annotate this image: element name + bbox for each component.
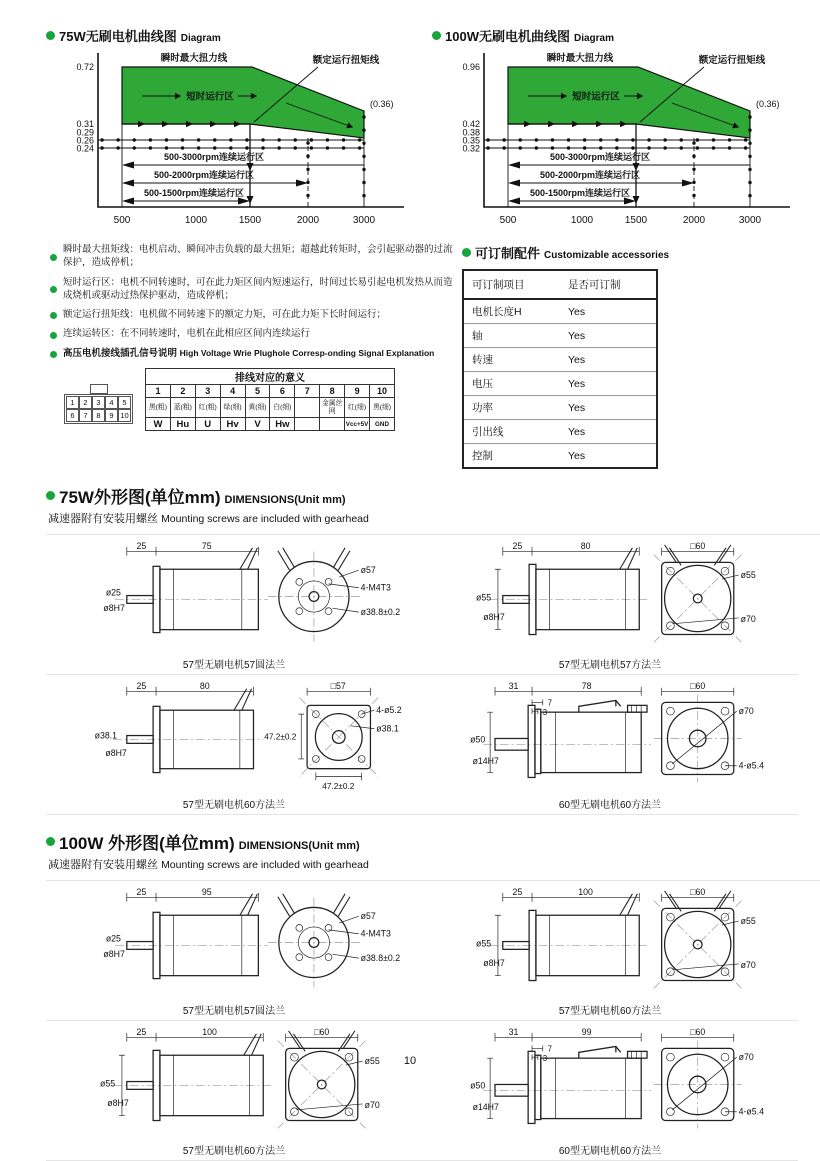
dim-label: ø14H7 (472, 1101, 499, 1112)
wire-signal: Vcc+5V (345, 418, 370, 431)
dimensions-section-75w (0, 483, 820, 815)
zone3-label: 500-1500rpm连续运行区 (143, 188, 245, 198)
y-tick: 0.42 (462, 119, 480, 129)
dims-title-75w (46, 483, 820, 508)
bullet-icon (50, 254, 57, 261)
accessories-title-cn: 可订制配件 (475, 246, 541, 261)
dims-subtitle-cn: 减速器附有安装用螺丝 (48, 859, 158, 871)
dim-label: □60 (690, 540, 706, 551)
dim-label: 80 (199, 680, 210, 691)
dim-label: 7 (547, 1044, 552, 1054)
label-max-torque: 瞬时最大扭力线 (546, 53, 614, 64)
chart-title-cn: 75W无刷电机曲线图 (59, 29, 177, 44)
acc-value: Yes (560, 396, 657, 420)
flange-label: ø70 (740, 613, 756, 624)
note-item (50, 308, 458, 321)
note-item-signal-explanation (50, 347, 458, 360)
zone1-arrow (122, 162, 134, 169)
dim-label: □57 (330, 680, 346, 691)
flange-label: ø38.8±0.2 (360, 953, 401, 964)
x-tick: 1000 (184, 215, 208, 226)
bullet-icon (50, 332, 57, 339)
drawing-100w-round-flange (46, 881, 422, 1021)
x-tick: 2000 (682, 215, 706, 226)
bullet-icon (46, 837, 55, 846)
chart-title-100w (432, 26, 804, 45)
zone1-label: 500-3000rpm连续运行区 (549, 152, 651, 162)
dim-label: 25 (136, 680, 147, 691)
note-item (50, 243, 458, 270)
dim-label: □60 (690, 680, 706, 691)
wire-num: 4 (220, 385, 245, 398)
plug-pin: 5 (118, 396, 131, 409)
flange-label: ø70 (738, 1052, 754, 1063)
dim-label: ø8H7 (103, 603, 125, 614)
dim-label: 25 (136, 1026, 147, 1037)
dim-label: 75 (201, 540, 212, 551)
x-tick: 500 (499, 215, 517, 226)
plug-pin: 10 (118, 409, 131, 422)
zone3-label: 500-1500rpm连续运行区 (529, 188, 631, 198)
dims-title-100w (46, 829, 820, 854)
bullet-icon (462, 248, 471, 257)
dim-label: ø8H7 (107, 1097, 129, 1108)
green-operating-region (508, 67, 750, 138)
acc-item: 控制 (463, 444, 560, 469)
dims-title-en: DIMENSIONS(Unit mm) (238, 840, 360, 852)
table-row (463, 372, 657, 396)
drawings-grid-100w (46, 880, 820, 1161)
wire-signal: GND (370, 418, 395, 431)
wire-signal (320, 418, 345, 431)
wire-color-row (146, 398, 395, 418)
dim-label: 31 (508, 680, 519, 691)
dim-label: 47.2±0.2 (322, 782, 355, 792)
flange-label: 4-M4T3 (360, 928, 391, 939)
y-tick: 0.32 (462, 143, 480, 154)
dims-title-cn: 75W外形图(单位mm) (59, 488, 221, 507)
end-value: (0.36) (756, 99, 780, 109)
flange-label: 4-ø5.4 (738, 760, 764, 771)
dim-label: 47.2±0.2 (264, 732, 297, 742)
plug-pin-grid (64, 394, 133, 424)
wire-signal-table (145, 368, 395, 431)
chart-title-cn: 100W无刷电机曲线图 (445, 29, 570, 44)
bullet-icon (50, 351, 57, 358)
label-rated-torque: 额定运行扭矩线 (698, 55, 766, 66)
dims-subtitle (48, 510, 820, 526)
dim-label: 3 (542, 1054, 548, 1064)
dim-label: □60 (314, 1026, 330, 1037)
acc-value: Yes (560, 420, 657, 444)
dim-label: 100 (578, 886, 593, 897)
chart-title-en: Diagram (180, 33, 221, 44)
wire-num: 1 (146, 385, 171, 398)
end-value: (0.36) (370, 99, 394, 109)
x-tick: 1000 (570, 215, 594, 226)
bullet-icon (46, 491, 55, 500)
dim-label: ø8H7 (103, 949, 125, 960)
y-tick: 0.35 (462, 135, 480, 146)
accessories-title-en: Customizable accessories (544, 250, 670, 261)
dim-label: □60 (690, 1026, 706, 1037)
y-tick: 0.31 (76, 119, 94, 129)
acc-value: Yes (560, 348, 657, 372)
wire-signal-area (50, 368, 458, 431)
plug-pin: 6 (66, 409, 79, 422)
dim-label: 3 (542, 708, 548, 718)
page-number: 10 (403, 1055, 417, 1067)
wire-signal: Hw (270, 418, 295, 431)
zone2-label: 500-2000rpm连续运行区 (539, 170, 641, 180)
wire-table-title: 排线对应的意义 (146, 369, 395, 385)
wire-num: 10 (370, 385, 395, 398)
zone1-arrow (508, 162, 520, 169)
wire-num: 9 (345, 385, 370, 398)
table-row (463, 444, 657, 469)
dim-label: ø8H7 (105, 748, 127, 759)
plug-pin: 3 (92, 396, 105, 409)
acc-item: 轴 (463, 324, 560, 348)
notes-list (50, 243, 458, 360)
dim-label: ø55 (475, 938, 492, 949)
note-text: 额定运行扭矩线：电机做不同转速下的额定力矩，可在此力矩下长时间运行； (63, 309, 387, 321)
dims-title-en: DIMENSIONS(Unit mm) (224, 494, 346, 506)
dimensions-section-100w (0, 829, 820, 1161)
wire-signal-row (146, 418, 395, 431)
wire-color: 白(细) (270, 398, 295, 418)
wire-signal: Hv (220, 418, 245, 431)
technical-drawing (434, 680, 786, 795)
table-row (463, 420, 657, 444)
acc-value: Yes (560, 444, 657, 469)
wire-num: 6 (270, 385, 295, 398)
flange-label: ø55 (364, 1056, 380, 1067)
plug-pin: 1 (66, 396, 79, 409)
dim-label: ø8H7 (483, 611, 505, 622)
dim-label: 25 (512, 540, 523, 551)
dims-subtitle (48, 856, 820, 872)
acc-value: Yes (560, 372, 657, 396)
flange-label: 4-ø5.4 (738, 1106, 764, 1117)
drawing-caption: 60型无刷电机60方法兰 (558, 1146, 662, 1157)
charts-row (0, 0, 820, 233)
bullet-icon (50, 286, 57, 293)
flange-label: 4-ø5.2 (376, 705, 402, 716)
technical-drawing (434, 540, 786, 655)
note-text: 短时运行区：电机不同转速时，可在此力矩区间内短速运行，时间过长易引起电机发热从而造成烧机或驱动过热保护驱动，造成停机； (63, 276, 453, 301)
x-tick: 3000 (738, 215, 762, 226)
dim-label: ø38.1 (94, 730, 118, 741)
green-operating-region (122, 67, 364, 138)
y-tick: 0.26 (76, 135, 94, 146)
x-tick: 1500 (238, 215, 262, 226)
x-tick: 2000 (296, 215, 320, 226)
flange-label: ø70 (738, 706, 754, 717)
y-tick: 0.29 (76, 127, 94, 138)
accessories-table (462, 269, 658, 469)
note-text: 瞬时最大扭矩线：电机启动、瞬间冲击负载的最大扭矩；超越此转矩时，会引起驱动器的过流保护，造成停机； (63, 244, 453, 269)
wire-num: 7 (295, 385, 320, 398)
acc-value: Yes (560, 299, 657, 324)
bullet-icon (46, 31, 55, 40)
x-tick: 500 (113, 215, 131, 226)
dim-label: 7 (547, 698, 552, 708)
note-text: 连续运转区：在不同转速时，电机在此相应区间内连续运行 (63, 328, 311, 340)
flange-label: ø57 (360, 565, 376, 576)
y-tick: 0.96 (462, 62, 480, 72)
plug-pin: 2 (79, 396, 92, 409)
chart-block-100w (432, 26, 804, 233)
zone1-label: 500-3000rpm连续运行区 (163, 152, 265, 162)
dims-subtitle-en: Mounting screws are included with gearhead (161, 859, 369, 871)
y-tick: 0.24 (76, 143, 94, 154)
note-text-en: High Voltage Wrie Plughole Corresp-onding Signal Explanation (179, 347, 435, 358)
notes-column (50, 243, 458, 469)
wire-color: 黑(粗) (146, 398, 171, 418)
dim-label: 99 (581, 1026, 592, 1037)
dims-subtitle-cn: 减速器附有安装用螺丝 (48, 513, 158, 525)
acc-value: Yes (560, 324, 657, 348)
middle-row (0, 243, 820, 469)
dim-label: 95 (201, 886, 212, 897)
table-row (463, 396, 657, 420)
drawing-75w-square57-flange (46, 675, 422, 815)
wire-signal: U (195, 418, 220, 431)
technical-drawing (58, 886, 410, 1001)
drawing-caption: 57型无刷电机60方法兰 (182, 1146, 286, 1157)
technical-drawing (58, 1026, 410, 1141)
dim-label: ø55 (99, 1078, 116, 1089)
wire-color: 金属丝网 (320, 398, 345, 418)
dims-subtitle-en: Mounting screws are included with gearhead (161, 513, 369, 525)
bullet-icon (432, 31, 441, 40)
acc-item: 转速 (463, 348, 560, 372)
drawing-75w-square-flange (422, 535, 798, 675)
torque-curve-chart-100w (432, 47, 800, 233)
connector-plug (64, 384, 133, 424)
flange-label: ø70 (364, 1099, 380, 1110)
y-tick: 0.72 (76, 62, 94, 72)
flange-label: ø55 (740, 916, 756, 927)
dim-label: ø8H7 (483, 957, 505, 968)
accessories-col-header: 是否可订制 (560, 270, 657, 299)
x-tick: 3000 (352, 215, 376, 226)
zone2-label: 500-2000rpm连续运行区 (153, 170, 255, 180)
plug-pin: 7 (79, 409, 92, 422)
acc-item: 电压 (463, 372, 560, 396)
dim-label: ø55 (475, 592, 492, 603)
accessories-title (462, 243, 672, 262)
plug-pin: 8 (92, 409, 105, 422)
wire-color (295, 398, 320, 418)
dim-label: ø50 (470, 734, 486, 745)
dim-label: 100 (202, 1026, 217, 1037)
y-tick: 0.38 (462, 127, 480, 138)
drawing-100w-square-flange-2 (46, 1021, 422, 1161)
dim-label: ø50 (470, 1080, 486, 1091)
acc-item: 电机长度H (463, 299, 560, 324)
dim-label: 31 (508, 1026, 519, 1037)
note-item (50, 276, 458, 303)
wire-color: 红(细) (345, 398, 370, 418)
accessories-col-header: 可订制项目 (463, 270, 560, 299)
drawing-caption: 60型无刷电机60方法兰 (558, 800, 662, 811)
technical-drawing (434, 886, 786, 1001)
label-short-run: 短时运行区 (186, 91, 234, 103)
dim-label: 25 (136, 886, 147, 897)
wire-color: 绿(细) (220, 398, 245, 418)
wire-signal: V (245, 418, 270, 431)
note-text-cn: 高压电机接线插孔信号说明 (63, 347, 178, 359)
wire-signal: W (146, 418, 171, 431)
acc-item: 引出线 (463, 420, 560, 444)
drawing-100w-square-flange (422, 881, 798, 1021)
accessories-header-row (463, 270, 657, 299)
dim-label: ø14H7 (472, 755, 499, 766)
plug-pin: 4 (105, 396, 118, 409)
dim-label: □60 (690, 886, 706, 897)
label-short-run: 短时运行区 (572, 91, 620, 103)
dim-label: 25 (136, 540, 147, 551)
x-tick: 1500 (624, 215, 648, 226)
table-row (463, 299, 657, 324)
drawing-75w-60type (422, 675, 798, 815)
wire-color: 黄(细) (245, 398, 270, 418)
table-row (463, 348, 657, 372)
wire-color: 黑(细) (370, 398, 395, 418)
wire-num: 2 (170, 385, 195, 398)
flange-label: ø70 (740, 959, 756, 970)
flange-label: ø38.1 (376, 723, 399, 734)
dims-title-cn: 100W 外形图(单位mm) (59, 834, 235, 853)
note-text (63, 347, 434, 360)
drawings-grid-75w (46, 534, 820, 815)
torque-curve-chart-75w (46, 47, 414, 233)
label-rated-torque: 额定运行扭矩线 (312, 55, 380, 66)
wire-num: 8 (320, 385, 345, 398)
bullet-icon (50, 312, 57, 319)
dim-label: ø25 (105, 587, 121, 598)
technical-drawing (58, 540, 410, 655)
plug-tab (90, 384, 108, 394)
dim-label: ø25 (105, 933, 121, 944)
drawing-caption: 57型无刷电机57方法兰 (558, 660, 662, 671)
wire-color: 蓝(粗) (170, 398, 195, 418)
drawing-caption: 57型无刷电机60方法兰 (182, 800, 286, 811)
drawing-100w-60type (422, 1021, 798, 1161)
wire-signal: Hu (170, 418, 195, 431)
wire-num: 3 (195, 385, 220, 398)
wire-number-row (146, 385, 395, 398)
dim-label: 80 (580, 540, 591, 551)
flange-label: ø57 (360, 911, 376, 922)
drawing-caption: 57型无刷电机57圆法兰 (182, 660, 286, 671)
note-item (50, 327, 458, 340)
technical-drawing (58, 680, 410, 795)
dim-label: 78 (581, 680, 592, 691)
wire-num: 5 (245, 385, 270, 398)
chart-title-75w (46, 26, 418, 45)
drawing-caption: 57型无刷电机57圆法兰 (182, 1006, 286, 1017)
label-max-torque: 瞬时最大扭力线 (160, 53, 228, 64)
flange-label: 4-M4T3 (360, 582, 391, 593)
chart-block-75w (46, 26, 418, 233)
dim-label: 25 (512, 886, 523, 897)
table-row (463, 324, 657, 348)
wire-color: 红(粗) (195, 398, 220, 418)
flange-label: ø55 (740, 570, 756, 581)
drawing-75w-round-flange (46, 535, 422, 675)
plug-pin: 9 (105, 409, 118, 422)
drawing-caption: 57型无刷电机60方法兰 (558, 1006, 662, 1017)
accessories-column (462, 243, 672, 469)
chart-title-en: Diagram (573, 33, 614, 44)
acc-item: 功率 (463, 396, 560, 420)
wire-signal (295, 418, 320, 431)
technical-drawing (434, 1026, 786, 1141)
flange-label: ø38.8±0.2 (360, 607, 401, 618)
